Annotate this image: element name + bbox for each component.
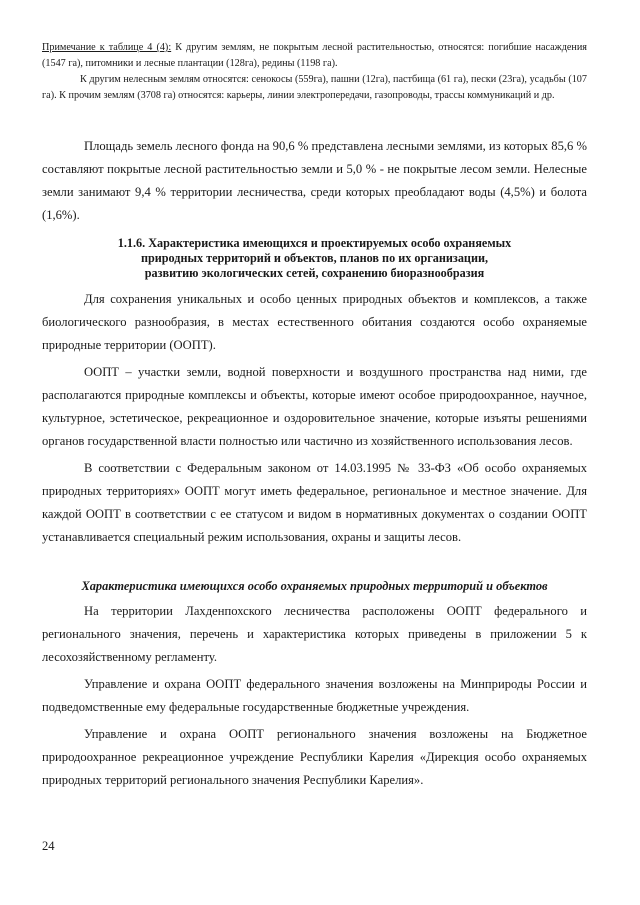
note-line-1-text: К другим землям, не покрытым лесной растительностью, относятся: погибшие насаждения (1547 га), питомники и лесные плантации (128га), редины (1198 га). <box>42 42 587 69</box>
paragraph-location: На территории Лахденпохского лесничества расположены ООПТ федерального и регионального значения, перечень и характеристика которых приведены в приложении 5 к лесохозяйственному регламенту. <box>42 604 587 664</box>
section-heading-line-3: развитию экологических сетей, сохранению биоразнообразия <box>144 266 485 280</box>
subheading: Характеристика имеющихся особо охраняемых природных территорий и объектов <box>81 579 548 593</box>
section-heading <box>42 236 587 281</box>
paragraph-regional-management: Управление и охрана ООПТ регионального значения возложены на Бюджетное природоохранное рекреационное учреждение Республики Карелия «Дирекция особо охраняемых природных территорий регионального значения Республики Карелия». <box>42 727 587 787</box>
table-note <box>42 40 587 104</box>
section-2-body <box>42 600 587 796</box>
paragraph-federal-law: В соответствии с Федеральным законом от 14.03.1995 № 33-ФЗ «Об особо охраняемых природных территориях» ООПТ могут иметь федеральное, региональное и местное значение. Для каждой ООПТ в соответствии с ее статусом и видом в нормативных документах о создании ООПТ устанавливается специальный режим использования, охраны и защиты лесов. <box>42 461 587 544</box>
paragraph-federal-management: Управление и охрана ООПТ федерального значения возложены на Минприроды России и подведомственные ему федеральные государственные бюджетные учреждения. <box>42 677 587 714</box>
page-number: 24 <box>42 839 55 853</box>
paragraph-forest-land-area: Площадь земель лесного фонда на 90,6 % представлена лесными землями, из которых 85,6 % составляют покрытые лесной растительностью земли и 5,0 % - не покрытые лесом земли. Нелесные земли занимают 9,4 % территории лесничества, среди которых преобладают воды (4,5%) и болота (1,6%). <box>42 139 587 222</box>
paragraph-purpose: Для сохранения уникальных и особо ценных природных объектов и комплексов, а также биологического разнообразия, в местах естественного обитания создаются особо охраняемые природные территории (ООПТ). <box>42 292 587 352</box>
section-heading-line-2: природных территорий и объектов, планов по их организации, <box>140 251 489 265</box>
section-1-body <box>42 288 587 553</box>
note-lead: Примечание к таблице 4 (4): <box>42 42 172 53</box>
note-line-2: К другим нелесным землям относятся: сенокосы (559га), пашни (12га), пастбища (61 га), пески (23га), усадьбы (107 га). К прочим землям (3708 га) относятся: карьеры, линии электропередачи, газопроводы, трассы коммуникаций и др. <box>42 74 587 101</box>
note-line-1 <box>42 40 587 72</box>
lead-paragraph-block <box>42 135 587 231</box>
paragraph-definition: ООПТ – участки земли, водной поверхности и воздушного пространства над ними, где располагаются природные комплексы и объекты, которые имеют особое природоохранное, научное, культурное, эстетическое, рекреационное и оздоровительное значение, которые изъяты решениями органов государственной власти полностью или частично из хозяйственного использования лесов. <box>42 365 587 448</box>
section-heading-line-1: 1.1.6. Характеристика имеющихся и проектируемых особо охраняемых <box>117 236 512 250</box>
